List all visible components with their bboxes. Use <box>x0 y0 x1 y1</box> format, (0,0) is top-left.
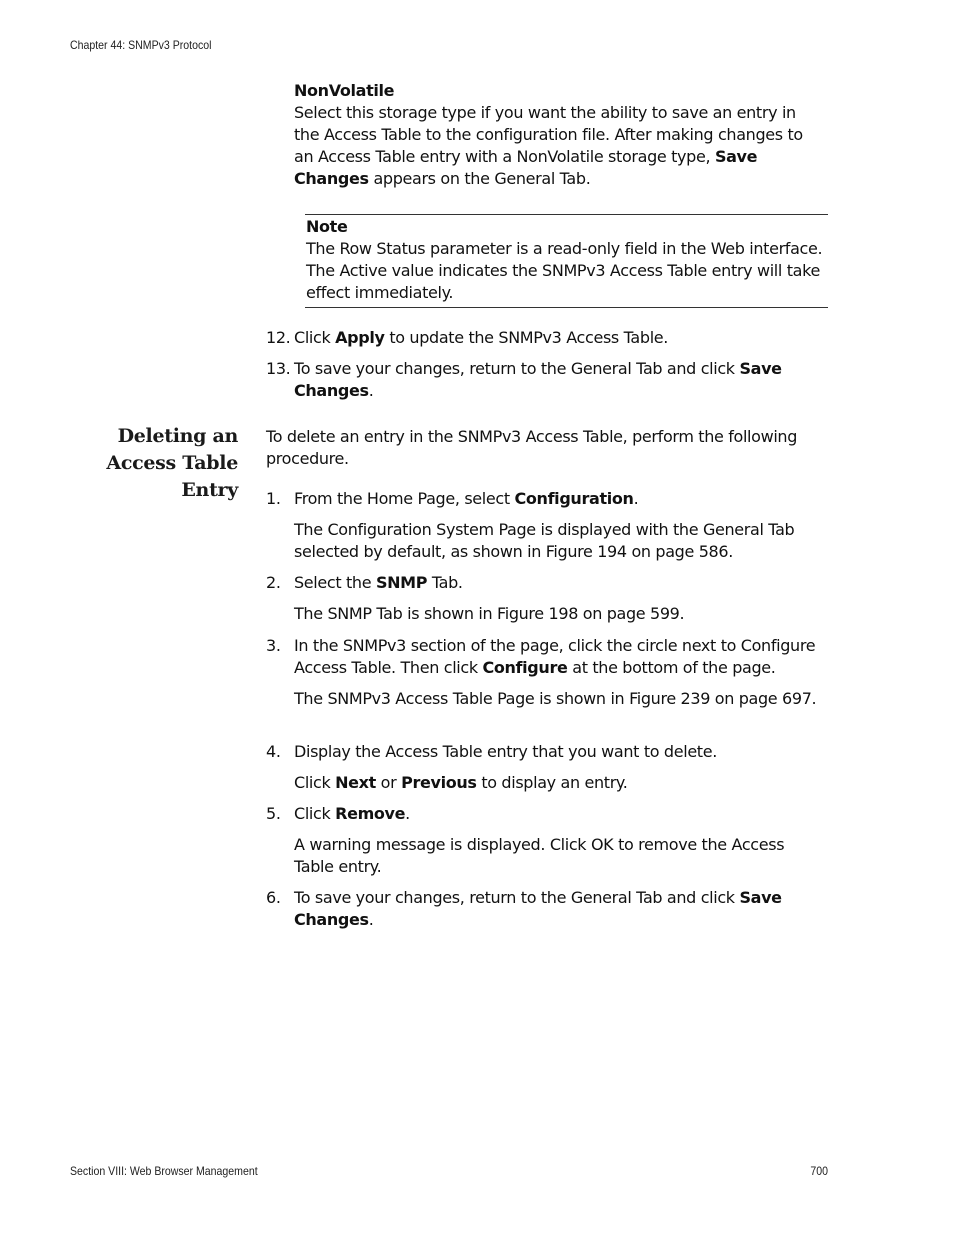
running-footer: Section VIII: Web Browser Management <box>70 1164 258 1178</box>
step-text-end: . <box>405 804 410 823</box>
step-text-end: . <box>368 910 374 929</box>
section-intro: To delete an entry in the SNMPv3 Access Table, perform the following procedure. <box>266 427 798 468</box>
step-4 <box>266 741 826 763</box>
note-title: Note <box>306 217 348 236</box>
step-text: To save your changes, return to the General Tab and click <box>294 359 740 378</box>
detail-text: Click <box>294 773 336 792</box>
step-text: Select the <box>294 573 376 592</box>
step-text: Click <box>294 328 336 347</box>
nonvolatile-description <box>294 80 814 190</box>
step-2-detail: The SNMP Tab is shown in Figure 198 on page 599. <box>294 604 685 623</box>
apply-label: Apply <box>335 328 385 347</box>
nonvolatile-text: Select this storage type if you want the ability to save an entry in the Access Table to the configuration file. After making changes to an Access Table entry with a NonVolatile storage type, <box>294 103 803 166</box>
section-heading-line: Entry <box>181 479 238 501</box>
step-5 <box>266 803 826 825</box>
snmp-label: SNMP <box>375 573 428 592</box>
step-text-end: . <box>368 381 374 400</box>
section-heading <box>106 423 238 504</box>
step-number: 12. <box>266 328 291 347</box>
step-text-end: to update the SNMPv3 Access Table. <box>384 328 669 347</box>
page-number: 700 <box>810 1164 828 1178</box>
detail-text-end: to display an entry. <box>476 773 628 792</box>
step-1-detail: The Configuration System Page is displayed with the General Tab selected by default, as shown in Figure 194 on page 586. <box>294 520 795 561</box>
step-12 <box>266 327 826 349</box>
remove-label: Remove <box>335 804 406 823</box>
step-text: To save your changes, return to the General Tab and click <box>294 888 740 907</box>
step-number: 13. <box>266 359 291 378</box>
step-2 <box>266 572 826 594</box>
step-number: 6. <box>266 888 281 907</box>
step-text: Display the Access Table entry that you want to delete. <box>294 742 717 761</box>
previous-label: Previous <box>401 773 477 792</box>
step-number: 1. <box>266 489 281 508</box>
next-label: Next <box>335 773 376 792</box>
nonvolatile-text-end: appears on the General Tab. <box>368 169 591 188</box>
nonvolatile-bold: Save Changes <box>294 147 758 188</box>
step-3-detail: The SNMPv3 Access Table Page is shown in Figure 239 on page 697. <box>294 689 817 708</box>
step-text: Click <box>294 804 336 823</box>
section-heading-line: Access Table <box>106 452 238 474</box>
save-changes-label: Save Changes <box>294 359 782 400</box>
step-6 <box>266 887 826 931</box>
configure-label: Configure <box>482 658 568 677</box>
configuration-label: Configuration <box>514 489 634 508</box>
section-heading-line: Deleting an <box>117 425 238 447</box>
step-5-detail: A warning message is displayed. Click OK to remove the Access Table entry. <box>294 835 785 876</box>
step-number: 2. <box>266 573 281 592</box>
step-13 <box>266 358 826 402</box>
note-text: The Row Status parameter is a read-only field in the Web interface. The Active value indicates the SNMPv3 Access Table entry will take effect immediately. <box>306 239 823 302</box>
nonvolatile-paragraph <box>294 102 814 190</box>
step-number: 3. <box>266 636 281 655</box>
step-1 <box>266 488 826 510</box>
step-text: From the Home Page, select <box>294 489 515 508</box>
note-box <box>305 214 828 308</box>
step-3 <box>266 635 826 679</box>
step-4-detail <box>294 772 824 794</box>
step-text-end: . <box>633 489 639 508</box>
detail-text: or <box>375 773 402 792</box>
step-text-end: Tab. <box>427 573 463 592</box>
step-number: 5. <box>266 804 281 823</box>
step-text-end: at the bottom of the page. <box>567 658 776 677</box>
nonvolatile-title: NonVolatile <box>294 81 395 100</box>
save-changes-label: Save Changes <box>294 888 782 929</box>
running-header: Chapter 44: SNMPv3 Protocol <box>70 38 212 52</box>
step-number: 4. <box>266 742 281 761</box>
step-text: In the SNMPv3 section of the page, click the circle next to Configure Access Table. Then click <box>294 636 816 677</box>
